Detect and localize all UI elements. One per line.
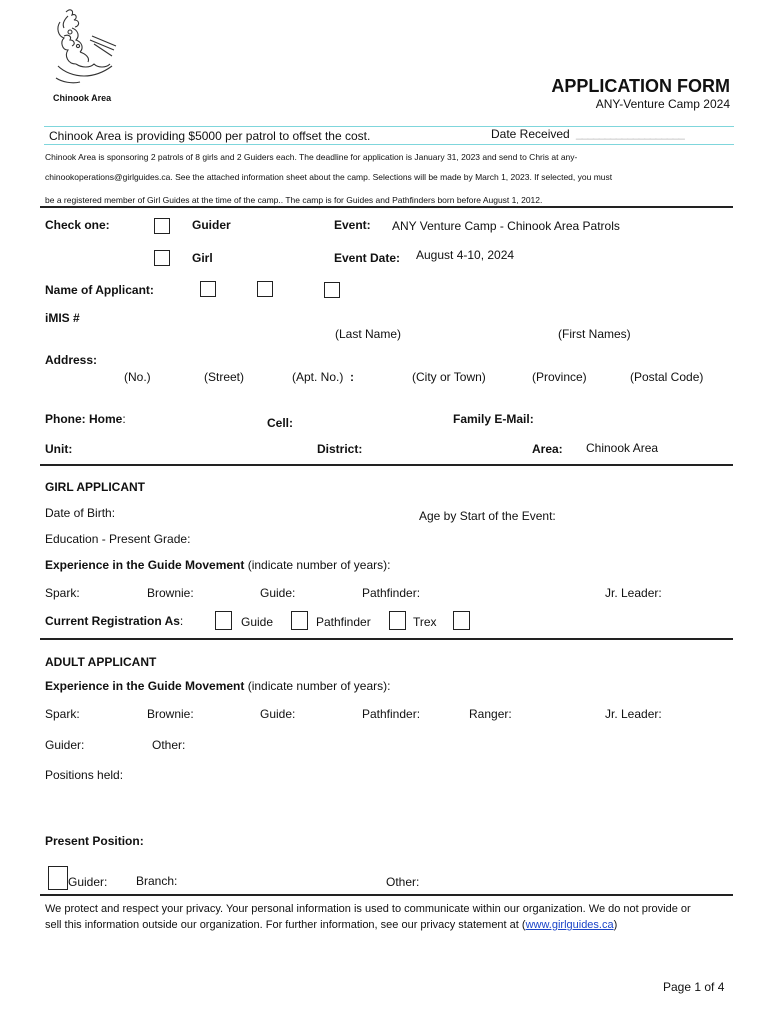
divider-4 xyxy=(40,894,733,896)
divider-3 xyxy=(40,638,733,640)
current-registration-colon: : xyxy=(179,614,184,628)
intro-line-3: be a registered member of Girl Guides at the time of the camp.. The camp is for Guides and Pathfinders born before August 1, 2012. xyxy=(45,195,543,205)
girl-brownie-label: Brownie: xyxy=(147,586,194,600)
name-checkbox-3[interactable] xyxy=(324,282,340,298)
adult-pathfinder-label: Pathfinder: xyxy=(362,707,421,721)
girl-experience-label xyxy=(45,558,390,572)
area-label: Area: xyxy=(532,442,563,456)
reg-pathfinder-label: Pathfinder xyxy=(316,615,371,629)
area-value: Chinook Area xyxy=(586,441,659,455)
imis-label: iMIS # xyxy=(45,311,80,325)
name-of-applicant-label: Name of Applicant: xyxy=(45,283,154,297)
adult-experience-rest: (indicate number of years): xyxy=(244,679,391,693)
date-received-field[interactable]: ___________________ xyxy=(576,126,684,140)
adult-guider-label: Guider: xyxy=(45,738,85,752)
reg-guide-checkbox[interactable] xyxy=(215,611,232,630)
girl-spark-label: Spark: xyxy=(45,586,80,600)
girl-guide-label: Guide: xyxy=(260,586,296,600)
present-guider-label: Guider: xyxy=(68,875,108,889)
divider-1 xyxy=(40,206,733,208)
address-city-hint: (City or Town) xyxy=(412,370,486,384)
education-label: Education - Present Grade: xyxy=(45,532,191,546)
girl-option-label: Girl xyxy=(192,251,213,265)
unit-label: Unit: xyxy=(45,442,73,456)
form-subtitle: ANY-Venture Camp 2024 xyxy=(595,97,730,111)
date-received-label: Date Received xyxy=(491,127,570,141)
adult-applicant-heading: ADULT APPLICANT xyxy=(45,655,157,669)
reg-trex-checkbox[interactable] xyxy=(389,611,406,630)
girl-experience-rest: (indicate number of years): xyxy=(244,558,391,572)
reg-trex-label: Trex xyxy=(413,615,437,629)
page-number: Page 1 of 4 xyxy=(663,980,725,994)
district-label: District: xyxy=(317,442,363,456)
cyan-rule-bottom xyxy=(44,144,734,145)
present-position-label: Present Position: xyxy=(45,834,144,848)
girl-jr-leader-label: Jr. Leader: xyxy=(605,586,662,600)
funding-note: Chinook Area is providing $5000 per patrol to offset the cost. xyxy=(49,129,371,143)
chinook-logo-icon xyxy=(50,6,122,86)
intro-line-1: Chinook Area is sponsoring 2 patrols of 8 girls and 2 Guiders each. The deadline for application is January 31, 2023 and send to Chris at any- xyxy=(45,152,578,162)
guider-option-label: Guider xyxy=(192,218,231,232)
divider-2 xyxy=(40,464,733,466)
present-branch-label: Branch: xyxy=(136,874,178,888)
first-names-hint: (First Names) xyxy=(558,327,631,341)
guider-checkbox[interactable] xyxy=(154,218,170,234)
privacy-line-2 xyxy=(45,919,617,931)
address-label: Address: xyxy=(45,353,98,367)
girl-experience-bold: Experience in the Guide Movement xyxy=(45,558,245,572)
adult-brownie-label: Brownie: xyxy=(147,707,194,721)
event-label: Event: xyxy=(334,218,371,232)
privacy-line-2-text: sell this information outside our organization. For further information, see our privacy statement at ( xyxy=(45,919,526,931)
adult-other-label: Other: xyxy=(152,738,186,752)
check-one-label: Check one: xyxy=(45,218,110,232)
privacy-line-1: We protect and respect your privacy. Your personal information is used to communicate within our organization. We do not provide or xyxy=(45,903,691,915)
adult-spark-label: Spark: xyxy=(45,707,80,721)
phone-home-text: Phone: Home xyxy=(45,412,123,426)
girl-pathfinder-label: Pathfinder: xyxy=(362,586,421,600)
privacy-line-2-end: ) xyxy=(613,919,618,931)
address-apt-hint: (Apt. No.) xyxy=(292,370,344,384)
address-street-hint: (Street) xyxy=(204,370,245,384)
last-name-hint: (Last Name) xyxy=(335,327,402,341)
girlguides-link[interactable]: www.girlguides.ca xyxy=(525,919,614,931)
address-province-hint: (Province) xyxy=(532,370,587,384)
present-guider-checkbox[interactable] xyxy=(48,866,68,890)
cell-label: Cell: xyxy=(267,416,294,430)
intro-line-2: chinookoperations@girlguides.ca. See the attached information sheet about the camp. Selections will be made by March 1, 2023. If selected, you must xyxy=(45,172,613,182)
age-at-event-label: Age by Start of the Event: xyxy=(419,509,556,523)
adult-guide-label: Guide: xyxy=(260,707,296,721)
present-other-label: Other: xyxy=(386,875,420,889)
adult-ranger-label: Ranger: xyxy=(469,707,512,721)
current-registration-text: Current Registration As xyxy=(45,614,180,628)
family-email-label: Family E-Mail: xyxy=(453,412,534,426)
address-no-hint: (No.) xyxy=(124,370,151,384)
name-checkbox-2[interactable] xyxy=(257,281,273,297)
reg-extra-checkbox[interactable] xyxy=(453,611,470,630)
phone-home-colon: : xyxy=(122,412,126,426)
logo-caption: Chinook Area xyxy=(53,93,112,103)
event-value: ANY Venture Camp - Chinook Area Patrols xyxy=(392,219,620,233)
reg-guide-label: Guide xyxy=(241,615,274,629)
girl-applicant-heading: GIRL APPLICANT xyxy=(45,480,146,494)
event-date-value: August 4-10, 2024 xyxy=(416,248,515,262)
current-registration-label xyxy=(45,614,183,628)
adult-jr-leader-label: Jr. Leader: xyxy=(605,707,662,721)
event-date-label: Event Date: xyxy=(334,251,401,265)
logo xyxy=(50,6,122,86)
reg-pathfinder-checkbox[interactable] xyxy=(291,611,308,630)
girl-checkbox[interactable] xyxy=(154,250,170,266)
form-title: APPLICATION FORM xyxy=(551,76,730,96)
adult-experience-label xyxy=(45,679,390,693)
phone-home-label xyxy=(45,412,126,426)
name-checkbox-1[interactable] xyxy=(200,281,216,297)
address-apt-colon: : xyxy=(350,370,354,384)
adult-experience-bold: Experience in the Guide Movement xyxy=(45,679,245,693)
date-of-birth-label: Date of Birth: xyxy=(45,506,116,520)
address-postal-hint: (Postal Code) xyxy=(630,370,704,384)
positions-held-label: Positions held: xyxy=(45,768,124,782)
